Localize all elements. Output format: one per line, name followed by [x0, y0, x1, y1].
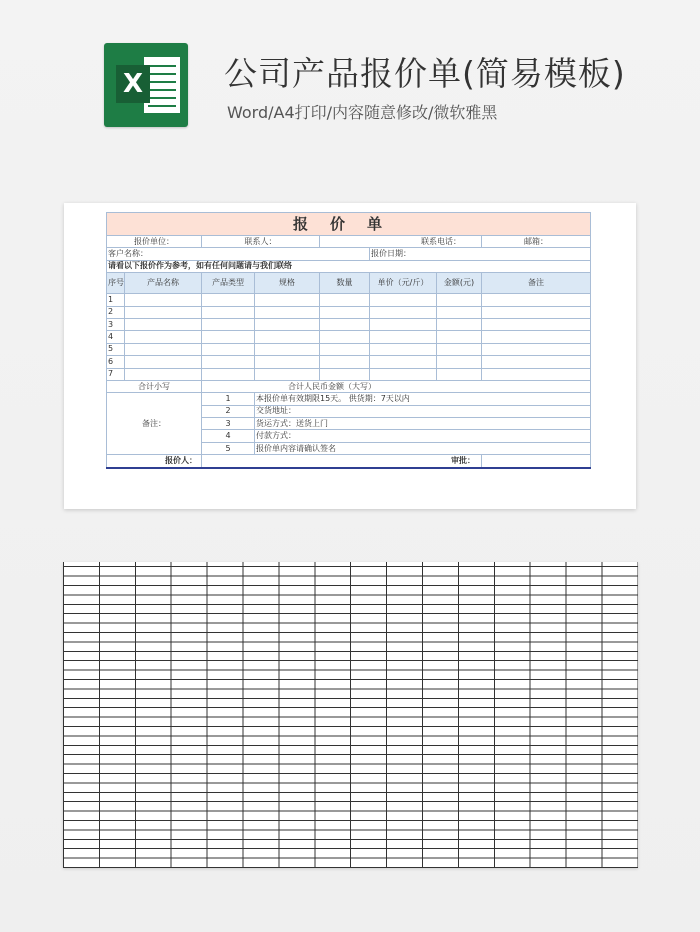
excel-logo-icon	[104, 43, 188, 127]
remark-text: 交货地址：	[255, 405, 591, 417]
quoter-label: 报价人：	[107, 455, 202, 468]
row-number: 6	[107, 356, 125, 368]
table-row	[107, 343, 591, 355]
table-row	[107, 294, 591, 306]
quote-sheet-preview	[64, 203, 636, 509]
column-header: 产品类型	[202, 273, 255, 294]
total-label: 合计人民币金额（大写）	[202, 380, 591, 392]
contact-label: 联系人：	[202, 236, 320, 248]
column-header: 单价（元/斤）	[370, 273, 437, 294]
remark-number: 5	[202, 442, 255, 454]
column-header: 数量	[320, 273, 370, 294]
remark-text: 报价单内容请确认签名	[255, 442, 591, 454]
page-subtitle: Word/A4打印/内容随意修改/微软雅黑	[227, 103, 498, 122]
table-row	[107, 306, 591, 318]
row-number: 5	[107, 343, 125, 355]
row-number: 4	[107, 331, 125, 343]
column-header: 序号	[107, 273, 125, 294]
blank-grid-preview	[63, 562, 638, 868]
column-header: 备注	[482, 273, 591, 294]
remark-number: 3	[202, 418, 255, 430]
remark-text: 本报价单有效期限15天。 供货期：7天以内	[255, 393, 591, 405]
remark-number: 2	[202, 405, 255, 417]
subtotal-label: 合计小写	[107, 380, 202, 392]
logo-letter: X	[116, 65, 150, 103]
column-header: 规格	[255, 273, 320, 294]
row-number: 3	[107, 318, 125, 330]
email-label: 邮箱：	[482, 236, 591, 248]
phone-label: 联系电话：	[320, 236, 482, 248]
remark-text: 货运方式：送货上门	[255, 418, 591, 430]
remarks-label: 备注：	[107, 393, 202, 455]
remark-number: 4	[202, 430, 255, 442]
customer-label: 客户名称：	[107, 248, 370, 260]
remark-number: 1	[202, 393, 255, 405]
row-number: 2	[107, 306, 125, 318]
column-header: 金额(元)	[437, 273, 482, 294]
notice-text: 请看以下报价作为参考，如有任何问题请与我们联络	[107, 260, 591, 272]
approve-label: 审批：	[202, 455, 482, 468]
form-heading: 报价单	[107, 213, 591, 236]
row-number: 1	[107, 294, 125, 306]
table-row	[107, 331, 591, 343]
quote-table	[106, 212, 591, 469]
column-header: 产品名称	[125, 273, 202, 294]
table-row	[107, 368, 591, 380]
page-title: 公司产品报价单(简易模板)	[224, 54, 626, 93]
table-row	[107, 318, 591, 330]
remark-text: 付款方式：	[255, 430, 591, 442]
row-number: 7	[107, 368, 125, 380]
quote-unit-label: 报价单位：	[107, 236, 202, 248]
table-row	[107, 356, 591, 368]
date-label: 报价日期：	[370, 248, 591, 260]
